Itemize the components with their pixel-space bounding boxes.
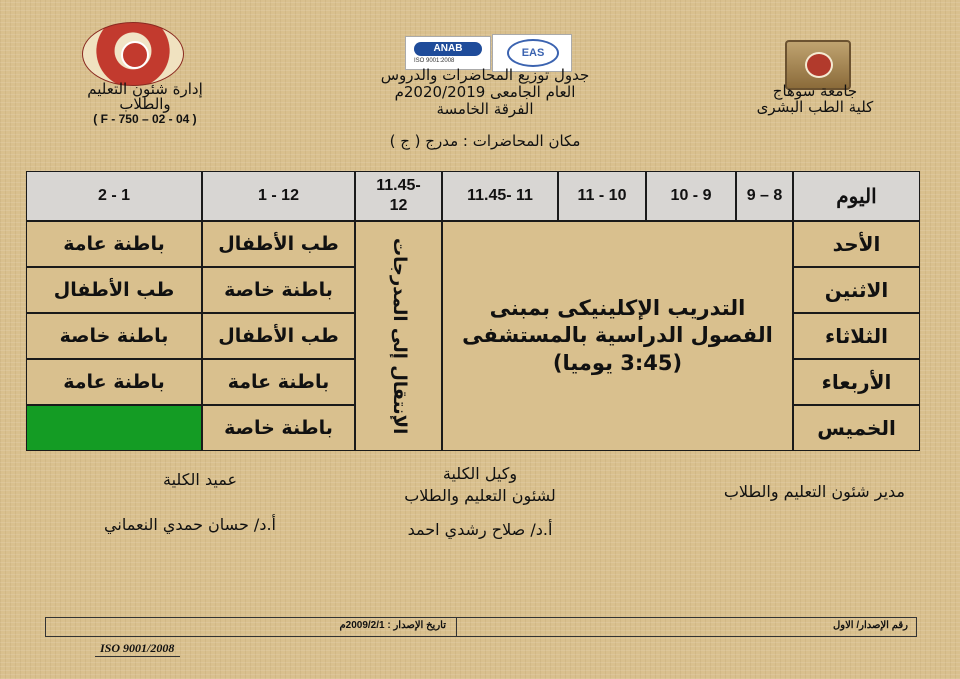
header-1145-12: -11.45 12 xyxy=(355,171,442,221)
vice-dean-name: أ.د/ صلاح رشدي احمد xyxy=(407,520,553,539)
eas-logo: EAS xyxy=(492,34,572,72)
anab-logo: ANAB ISO 9001:2008 xyxy=(405,36,491,70)
wednesday-1-2: باطنة عامة xyxy=(26,359,202,405)
tuesday-12-1: طب الأطفال xyxy=(202,313,355,359)
dean-title: عميد الكلية xyxy=(163,470,237,489)
issue-info-box xyxy=(45,617,917,637)
iso-underline xyxy=(95,656,180,657)
day-thursday: الخميس xyxy=(793,405,920,451)
vice-dean-title: وكيل الكلية لشئون التعليم والطلاب xyxy=(404,464,556,505)
day-wednesday: الأربعاء xyxy=(793,359,920,405)
wednesday-12-1: باطنة عامة xyxy=(202,359,355,405)
tuesday-1-2: باطنة خاصة xyxy=(26,313,202,359)
day-monday: الاثنين xyxy=(793,267,920,313)
header-8-9: 8 – 9 xyxy=(736,171,793,221)
lecture-location: مكان المحاضرات : مدرج ( ج ) xyxy=(389,132,581,150)
day-sunday: الأحد xyxy=(793,221,920,267)
university-name: جامعة سوهاج كلية الطب البشرى xyxy=(756,82,874,116)
header-10-11: 10 - 11 xyxy=(558,171,646,221)
sunday-1-2: باطنة عامة xyxy=(26,221,202,267)
issue-number: رقم الإصدار/ الاول xyxy=(832,620,908,631)
university-hospital-logo xyxy=(82,22,184,86)
header-day: اليوم xyxy=(793,171,920,221)
thursday-12-1: باطنة خاصة xyxy=(202,405,355,451)
iso-standard: ISO 9001/2008 xyxy=(100,641,175,655)
monday-12-1: باطنة خاصة xyxy=(202,267,355,313)
document-title: جدول توزيع المحاضرات والدروس العام الجامعى 2020/2019م الفرقة الخامسة xyxy=(380,66,590,118)
affairs-director-title: مدير شئون التعليم والطلاب xyxy=(723,482,905,501)
issue-date: تاريخ الإصدار : 2009/2/1م xyxy=(339,620,446,631)
header-9-10: 9 - 10 xyxy=(646,171,736,221)
sunday-12-1: طب الأطفال xyxy=(202,221,355,267)
monday-1-2: طب الأطفال xyxy=(26,267,202,313)
header-1-2: 1 - 2 xyxy=(26,171,202,221)
department-name: إدارة شئون التعليم والطلاب ( F - 750 – 02 - 04 ) xyxy=(87,80,203,126)
transfer-to-halls: الإنتقال إلى المدرجات xyxy=(355,221,442,451)
header-11-1145: 11 -11.45 xyxy=(442,171,558,221)
dean-name: أ.د/ حسان حمدي النعماني xyxy=(104,515,276,534)
clinical-training-block: التدريب الإكلينيكى بمبنى الفصول الدراسية بالمستشفى (3:45 يوميا) xyxy=(442,221,793,451)
day-tuesday: الثلاثاء xyxy=(793,313,920,359)
thursday-1-2-empty xyxy=(26,405,202,451)
header-12-1: 12 - 1 xyxy=(202,171,355,221)
schedule-table xyxy=(26,171,920,451)
